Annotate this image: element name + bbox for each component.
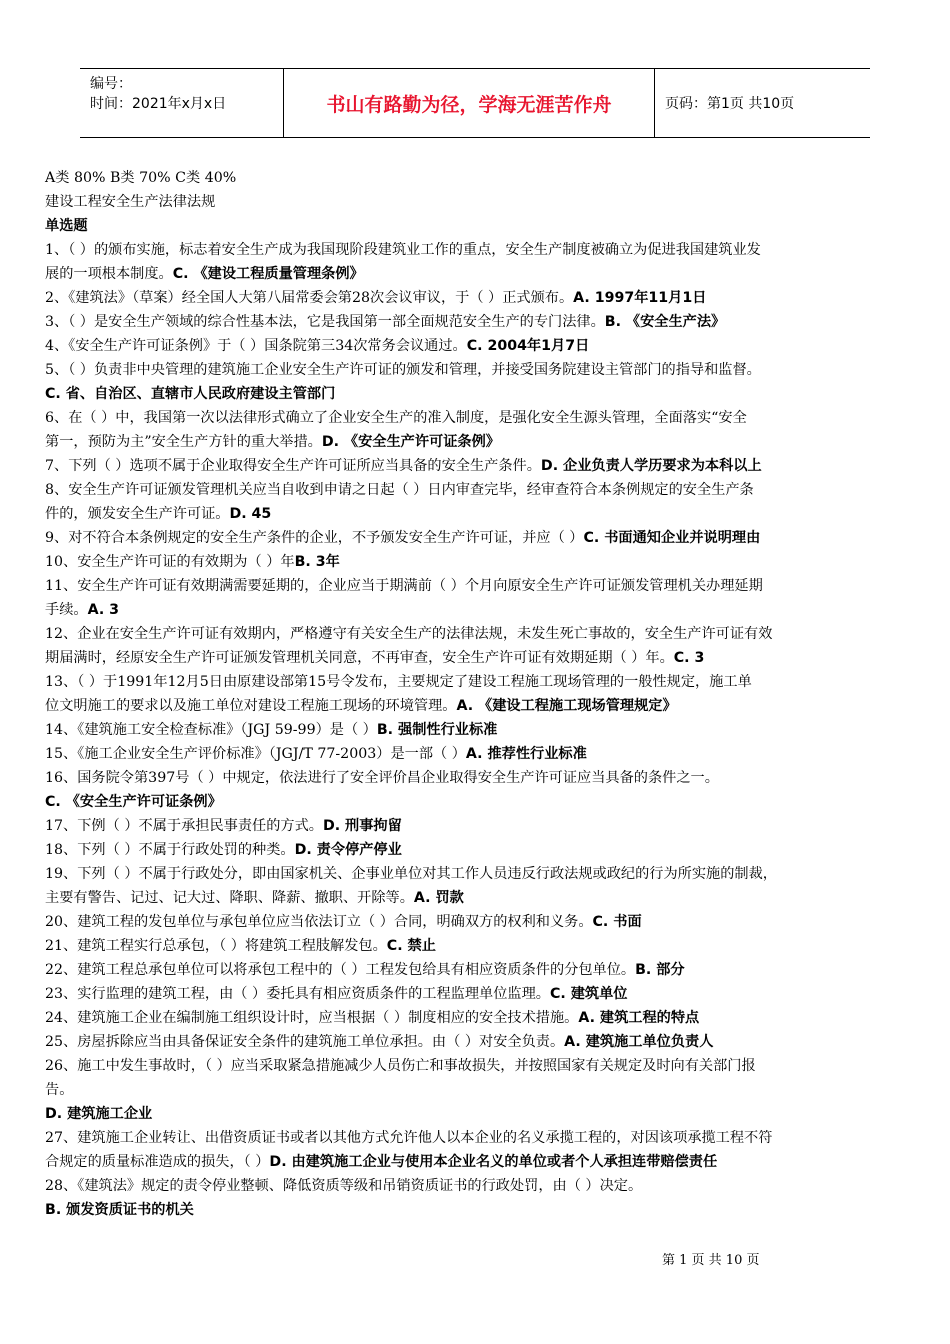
text-line	[45, 1078, 907, 1102]
line-text: A类 80% B类 70% C类 40%	[45, 170, 237, 186]
document-time-label: 时间：2021年x月x日	[90, 96, 227, 112]
line-text: 18、下列（ ）不属于行政处罚的种类。	[45, 842, 295, 858]
line-text: 22、建筑工程总承包单位可以将承包工程中的（ ）工程发包给具有相应资质条件的分包单位。	[45, 962, 636, 978]
text-line	[45, 862, 907, 886]
text-line	[45, 598, 907, 622]
answer-text: A. 1997年11月1日	[573, 290, 707, 306]
text-line	[45, 382, 907, 406]
text-line	[45, 646, 907, 670]
text-line	[45, 958, 907, 982]
text-line	[45, 238, 907, 262]
line-text: 告。	[45, 1082, 74, 1098]
text-line	[45, 334, 907, 358]
line-text: 28、《建筑法》规定的责令停业整顿、降低资质等级和吊销资质证书的行政处罚，由（ ）决定。	[45, 1178, 643, 1194]
text-line	[45, 1174, 907, 1198]
text-line	[45, 910, 907, 934]
text-line	[45, 430, 907, 454]
answer-text: D. 刑事拘留	[322, 818, 402, 834]
header-page-label: 页码：第1页 共10页	[665, 96, 795, 112]
document-body	[45, 166, 907, 1222]
text-line	[45, 526, 907, 550]
text-line	[45, 358, 907, 382]
line-text: 建设工程安全生产法律法规	[45, 194, 216, 210]
answer-text: B. 颁发资质证书的机关	[45, 1202, 194, 1218]
line-text: 26、施工中发生事故时，（ ）应当采取紧急措施减少人员伤亡和事故损失，并按照国家有关规定及时向有关部门报	[45, 1058, 756, 1074]
answer-text: C. 建筑单位	[549, 986, 628, 1002]
line-text: 11、安全生产许可证有效期满需要延期的，企业应当于期满前（ ）个月向原安全生产许可证颁发管理机关办理延期	[45, 578, 763, 594]
text-line	[45, 286, 907, 310]
line-text: 16、国务院令第397号（ ）中规定，依法进行了安全评价昌企业取得安全生产许可证应当具备的条件之一。	[45, 770, 719, 786]
answer-text: D. 45	[229, 506, 272, 522]
line-text: 7、下列（ ）选项不属于企业取得安全生产许可证所应当具备的安全生产条件。	[45, 458, 541, 474]
text-line	[45, 838, 907, 862]
text-line	[45, 406, 907, 430]
answer-text: D. 建筑施工企业	[45, 1106, 153, 1122]
line-text: 21、建筑工程实行总承包，（ ）将建筑工程肢解发包。	[45, 938, 387, 954]
text-line	[45, 790, 907, 814]
line-text: 合规定的质量标准造成的损失，（ ）	[45, 1154, 270, 1170]
text-line	[45, 670, 907, 694]
answer-text: C. 《安全生产许可证条例》	[45, 794, 222, 810]
answer-text: A. 建筑工程的特点	[578, 1010, 700, 1026]
text-line	[45, 1126, 907, 1150]
line-text: 5、（ ）负责非中央管理的建筑施工企业安全生产许可证的颁发和管理，并接受国务院建设主管部门的指导和监督。	[45, 362, 761, 378]
line-text: 23、实行监理的建筑工程，由（ ）委托具有相应资质条件的工程监理单位监理。	[45, 986, 550, 1002]
document-header	[80, 68, 870, 138]
line-text: 19、下列（ ）不属于行政处分，即由国家机关、企事业单位对其工作人员违反行政法规或政纪的行为所实施的制裁，	[45, 866, 777, 882]
text-line	[45, 886, 907, 910]
answer-text: B. 《安全生产法》	[604, 314, 726, 330]
answer-text: B. 3年	[294, 554, 340, 570]
line-text: 位文明施工的要求以及施工单位对建设工程施工现场的环境管理。	[45, 698, 457, 714]
line-text: 15、《施工企业安全生产评价标准》（JGJ/T 77-2003）是一部（ ）	[45, 746, 466, 762]
line-text: 2、《建筑法》（草案）经全国人大第八届常委会第28次会议审议，于（ ）正式颁布。	[45, 290, 574, 306]
header-meta-cell	[80, 69, 284, 137]
text-line	[45, 574, 907, 598]
answer-text: A. 建筑施工单位负责人	[564, 1034, 714, 1050]
answer-text: D. 由建筑施工企业与使用本企业名义的单位或者个人承担连带赔偿责任	[269, 1154, 718, 1170]
answer-text: A. 《建设工程施工现场管理规定》	[456, 698, 677, 714]
text-line	[45, 814, 907, 838]
line-text: 12、企业在安全生产许可证有效期内，严格遵守有关安全生产的法律法规，未发生死亡事故的，安全生产许可证有效	[45, 626, 773, 642]
line-text: 17、下例（ ）不属于承担民事责任的方式。	[45, 818, 323, 834]
text-line	[45, 262, 907, 286]
text-line	[45, 934, 907, 958]
text-line	[45, 478, 907, 502]
line-text: 27、建筑施工企业转让、出借资质证书或者以其他方式允许他人以本企业的名义承揽工程的，对因该项承揽工程不符	[45, 1130, 773, 1146]
line-text: 1、（ ）的颁布实施，标志着安全生产成为我国现阶段建筑业工作的重点，安全生产制度被确立为促进我国建筑业发	[45, 242, 761, 258]
line-text: 件的，颁发安全生产许可证。	[45, 506, 230, 522]
answer-text: B. 部分	[635, 962, 685, 978]
answer-text: B. 强制性行业标准	[376, 722, 498, 738]
line-text: 单选题	[45, 218, 88, 234]
text-line	[45, 982, 907, 1006]
text-line	[45, 214, 907, 238]
text-line	[45, 454, 907, 478]
text-line	[45, 622, 907, 646]
text-line	[45, 550, 907, 574]
answer-text: C. 2004年1月7日	[466, 338, 590, 354]
answer-text: A. 罚款	[413, 890, 464, 906]
text-line	[45, 502, 907, 526]
page-footer: 第 1 页 共 10 页	[662, 1253, 760, 1268]
line-text: 9、对不符合本条例规定的安全生产条件的企业，不予颁发安全生产许可证，并应（ ）	[45, 530, 584, 546]
line-text: 4、《安全生产许可证条例》于（ ）国条院第三34次常务会议通过。	[45, 338, 467, 354]
answer-text: D. 企业负责人学历要求为本科以上	[540, 458, 762, 474]
line-text: 14、《建筑施工安全检查标准》（JGJ 59-99）是（ ）	[45, 722, 377, 738]
line-text: 10、安全生产许可证的有效期为（ ）年	[45, 554, 295, 570]
line-text: 3、（ ）是安全生产领域的综合性基本法，它是我国第一部全面规范安全生产的专门法律。	[45, 314, 605, 330]
line-text: 20、建筑工程的发包单位与承包单位应当依法订立（ ）合同，明确双方的权利和义务。	[45, 914, 593, 930]
answer-text: C. 禁止	[386, 938, 436, 954]
answer-text: C. 3	[673, 650, 705, 666]
answer-text: C. 书面	[592, 914, 642, 930]
text-line	[45, 742, 907, 766]
text-line	[45, 1198, 907, 1222]
line-text: 第一，预防为主”安全生产方针的重大举措。	[45, 434, 322, 450]
answer-text: D. 《安全生产许可证条例》	[321, 434, 500, 450]
answer-text: C. 书面通知企业并说明理由	[583, 530, 761, 546]
line-text: 25、房屋拆除应当由具备保证安全条件的建筑施工单位承担。由（ ）对安全负责。	[45, 1034, 565, 1050]
answer-text: D. 责令停产停业	[294, 842, 402, 858]
text-line	[45, 1006, 907, 1030]
text-line	[45, 1150, 907, 1174]
answer-text: A. 3	[87, 602, 120, 618]
line-text: 主要有警告、记过、记大过、降职、降薪、撤职、开除等。	[45, 890, 414, 906]
text-line	[45, 1030, 907, 1054]
document-number-label: 编号：	[90, 76, 132, 92]
text-line	[45, 718, 907, 742]
line-text: 期届满时，经原安全生产许可证颁发管理机关同意，不再审查，安全生产许可证有效期延期（ ）年。	[45, 650, 674, 666]
line-text: 展的一项根本制度。	[45, 266, 173, 282]
line-text: 24、建筑施工企业在编制施工组织设计时，应当根据（ ）制度相应的安全技术措施。	[45, 1010, 579, 1026]
text-line	[45, 190, 907, 214]
header-motto: 书山有路勤为径，学海无涯苦作舟	[284, 69, 655, 137]
line-text: 6、在（ ）中，我国第一次以法律形式确立了企业安全生产的准入制度，是强化安全生源头管理，全面落实“安全	[45, 410, 747, 426]
line-text: 8、安全生产许可证颁发管理机关应当自收到申请之日起（ ）日内审查完毕，经审查符合本条例规定的安全生产条	[45, 482, 754, 498]
text-line	[45, 310, 907, 334]
line-text: 手续。	[45, 602, 88, 618]
line-text: 13、（ ）于1991年12月5日由原建设部第15号令发布，主要规定了建设工程施工现场管理的一般性规定，施工单	[45, 674, 752, 690]
text-line	[45, 766, 907, 790]
text-line	[45, 166, 907, 190]
answer-text: A. 推荐性行业标准	[465, 746, 587, 762]
text-line	[45, 1054, 907, 1078]
answer-text: C. 省、自治区、直辖市人民政府建设主管部门	[45, 386, 336, 402]
text-line	[45, 1102, 907, 1126]
answer-text: C. 《建设工程质量管理条例》	[172, 266, 364, 282]
text-line	[45, 694, 907, 718]
